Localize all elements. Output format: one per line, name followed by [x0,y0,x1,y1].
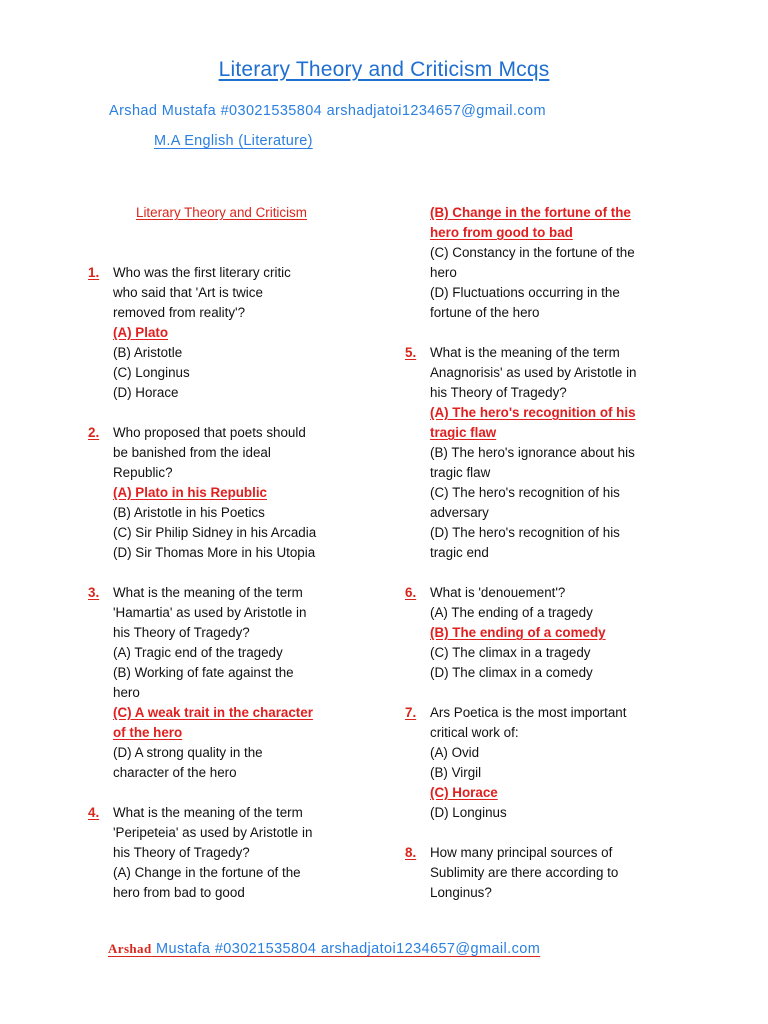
answer-option: (D) Horace [113,385,179,400]
answer-option: (D) Longinus [430,805,507,820]
subtitle: M.A English (Literature) [154,133,313,149]
answer-option: (A) Ovid [430,745,480,760]
answer-option: (B) The hero's ignorance about his [430,445,635,460]
answer-option: (A) Tragic end of the tragedy [113,645,283,660]
spacer [88,223,378,263]
question-body [113,423,378,563]
answer-option: (C) The climax in a tragedy [430,645,591,660]
correct-answer-option: (A) Plato in his Republic [113,485,267,500]
question-text-line: Anagnorisis' as used by Aristotle in [430,365,637,380]
question-number: 3. [88,585,100,600]
question-number: 2. [88,425,100,440]
answer-option: (D) The hero's recognition of his [430,525,620,540]
question-text-line: What is 'denouement'? [430,585,566,600]
answer-option: hero [113,685,140,700]
answer-option: tragic end [430,545,489,560]
question-item [88,803,378,903]
question-text-line: critical work of: [430,725,519,740]
question-text-line: What is the meaning of the term [113,585,303,600]
correct-answer-option: (C) A weak trait in the character [113,705,313,720]
question-4-continuation [430,203,705,323]
answer-option: (C) Constancy in the fortune of the [430,245,635,260]
question-text-line: his Theory of Tragedy? [113,845,250,860]
question-text-line: Who proposed that poets should [113,425,306,440]
question-body [430,583,705,683]
question-body [430,343,705,563]
question-text-line: his Theory of Tragedy? [113,625,250,640]
answer-option: (B) Aristotle in his Poetics [113,505,265,520]
question-number: 7. [405,705,417,720]
question-text-line: be banished from the ideal [113,445,271,460]
answer-option: (D) The climax in a comedy [430,665,593,680]
answer-option: fortune of the hero [430,305,540,320]
question-text-line: removed from reality'? [113,305,246,320]
answer-option: (C) Sir Philip Sidney in his Arcadia [113,525,317,540]
correct-answer-option: (B) Change in the fortune of the [430,205,631,220]
answer-option: hero from bad to good [113,885,245,900]
correct-answer-option: (B) The ending of a comedy [430,625,606,640]
answer-option: (A) The ending of a tragedy [430,605,593,620]
answer-option: (B) Aristotle [113,345,183,360]
answer-option: tragic flaw [430,465,491,480]
question-body [113,583,378,783]
question-text-line: What is the meaning of the term [430,345,620,360]
question-body [113,263,378,403]
question-item [405,343,705,563]
answer-option: (D) Fluctuations occurring in the [430,285,620,300]
answer-option: (A) Change in the fortune of the [113,865,301,880]
question-text-line: 'Hamartia' as used by Aristotle in [113,605,307,620]
question-text-line: Who was the first literary critic [113,265,291,280]
section-title: Literary Theory and Criticism [136,205,307,220]
question-number: 6. [405,585,417,600]
right-column [405,203,705,923]
question-text-line: Republic? [113,465,173,480]
footer-rest: Mustafa #03021535804 arshadjatoi1234657@gmail.com [151,941,541,957]
question-text-line: 'Peripeteia' as used by Aristotle in [113,825,313,840]
question-item [405,703,705,823]
correct-answer-option: tragic flaw [430,425,497,440]
question-number: 4. [88,805,100,820]
question-text-line: How many principal sources of [430,845,613,860]
left-question-list [88,263,378,903]
question-item [88,583,378,783]
question-item [88,263,378,403]
question-text-line: his Theory of Tragedy? [430,385,567,400]
author-line: Arshad Mustafa #03021535804 arshadjatoi1234657@gmail.com [109,103,546,119]
correct-answer-option: of the hero [113,725,183,740]
footer-line [108,941,540,957]
question-body [430,843,705,903]
answer-option: (B) Working of fate against the [113,665,294,680]
footer-first-word: Arshad [108,941,152,956]
answer-option: (B) Virgil [430,765,482,780]
question-body [430,703,705,823]
question-text-line: What is the meaning of the term [113,805,303,820]
question-item [88,423,378,563]
question-text-line: who said that 'Art is twice [113,285,263,300]
question-item [405,583,705,683]
answer-option: (C) The hero's recognition of his [430,485,620,500]
correct-answer-option: (C) Horace [430,785,498,800]
answer-option: character of the hero [113,765,237,780]
question-text-line: Longinus? [430,885,492,900]
question-text-line: Ars Poetica is the most important [430,705,627,720]
question-number: 5. [405,345,417,360]
correct-answer-option: (A) The hero's recognition of his [430,405,636,420]
left-column [88,203,378,923]
answer-option: (D) A strong quality in the [113,745,263,760]
question-body [113,803,378,903]
page-title: Literary Theory and Criticism Mcqs [218,58,550,81]
answer-option: adversary [430,505,489,520]
answer-option: (D) Sir Thomas More in his Utopia [113,545,316,560]
correct-answer-option: hero from good to bad [430,225,573,240]
question-number: 1. [88,265,100,280]
question-text-line: Sublimity are there according to [430,865,619,880]
question-number: 8. [405,845,417,860]
answer-option: hero [430,265,457,280]
correct-answer-option: (A) Plato [113,325,169,340]
answer-option: (C) Longinus [113,365,190,380]
question-item [405,843,705,903]
right-question-list [405,343,705,903]
